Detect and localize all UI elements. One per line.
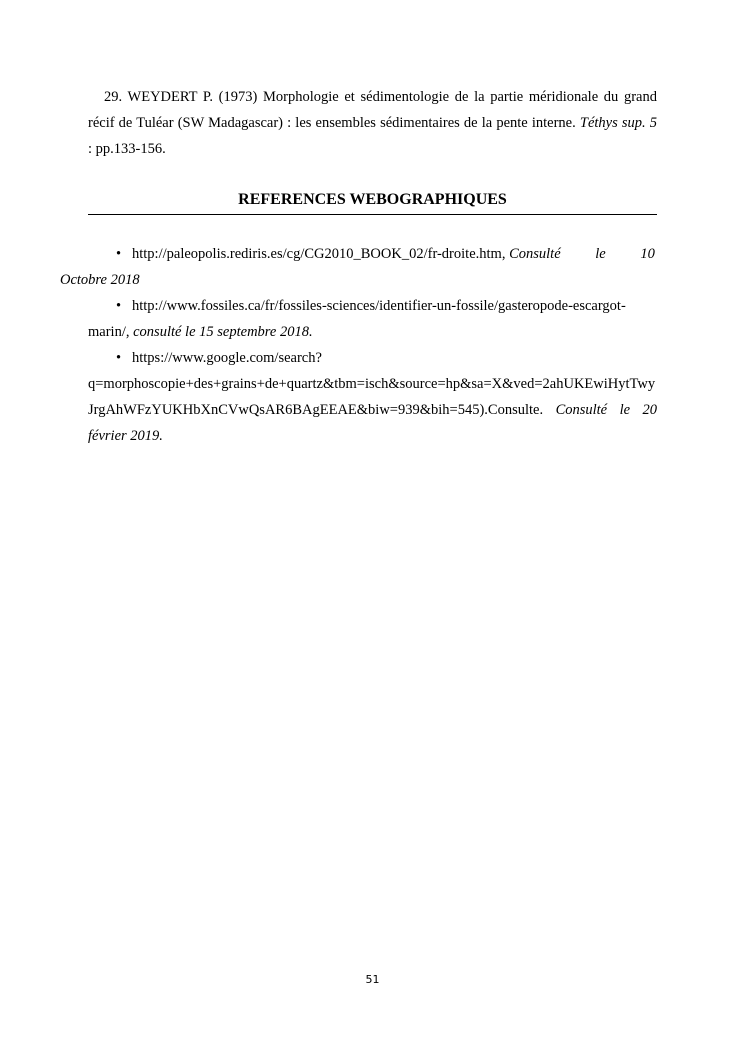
separator xyxy=(543,402,555,418)
bibliography-entry-29 xyxy=(88,84,657,162)
journal-title: Téthys sup. 5 xyxy=(579,115,658,131)
entry-pages: : pp.133-156. xyxy=(88,141,166,157)
separator: , xyxy=(501,246,510,262)
entry-number: 29. xyxy=(104,89,123,105)
section-heading: REFERENCES WEBOGRAPHIQUES xyxy=(238,191,507,208)
web-reference-item xyxy=(60,241,657,293)
consulted-date-continued: Octobre 2018 xyxy=(60,272,140,288)
entry-text: WEYDERT P. (1973) Morphologie et sédimentologie de la partie méridionale du grand récif de Tuléar (SW Madagascar) : les ensembles sédimentaires de la pente interne. xyxy=(88,89,657,131)
section-heading-block xyxy=(88,188,657,215)
reference-url[interactable]: http://www.fossiles.ca/fr/fossiles-sciences/identifier-un-fossile/gasteropode-escargot-marin/ xyxy=(88,298,626,340)
bullet-icon: • xyxy=(116,350,122,366)
page-number: 51 xyxy=(365,973,380,986)
consulted-date: consulté le 15 septembre 2018. xyxy=(133,324,313,340)
reference-url[interactable]: http://paleopolis.rediris.es/cg/CG2010_BOOK_02/fr-droite.htm xyxy=(132,246,502,262)
web-reference-item xyxy=(88,293,657,345)
consulted-date: Consulté le 20 février 2019. xyxy=(88,402,657,444)
web-reference-item xyxy=(88,345,657,449)
web-references-list xyxy=(60,241,657,449)
bullet-icon: • xyxy=(116,298,122,314)
reference-url[interactable]: https://www.google.com/search?q=morphoscopie+des+grains+de+quartz&tbm=isch&source=hp&sa=X&ved=2ahUKEwiHytTwyJrgAhWFzYUKHbXnCVwQsAR6BAgEEAE&biw=939&bih=545).Consulte. xyxy=(88,350,656,418)
separator: , xyxy=(125,324,134,340)
bullet-icon: • xyxy=(116,246,122,262)
page-content xyxy=(60,84,658,449)
consulted-date: Consulté le 10 xyxy=(509,246,655,262)
